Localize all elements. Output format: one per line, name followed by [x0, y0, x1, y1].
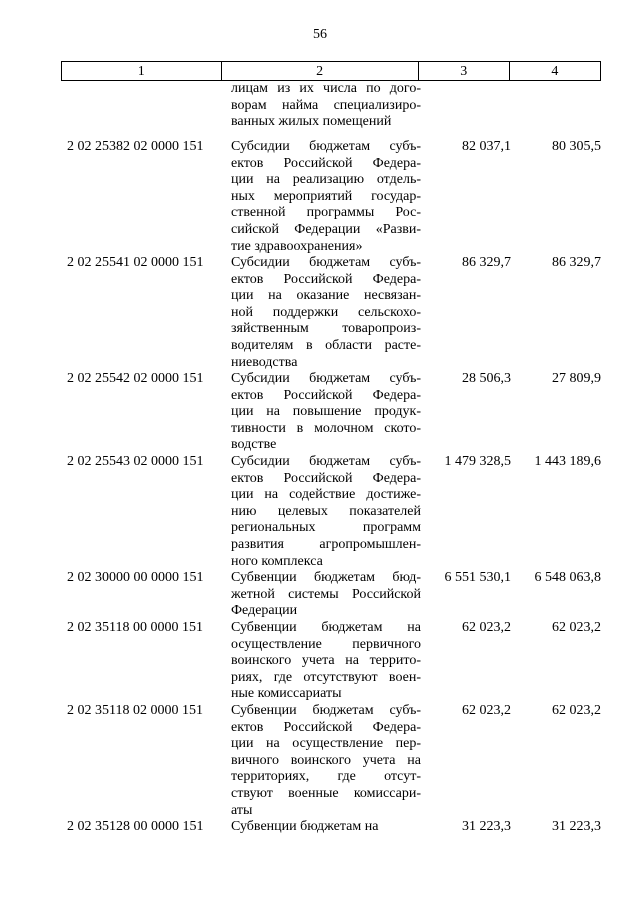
description-line: ванных жилых помещений: [231, 114, 392, 130]
description-cell: [231, 819, 421, 836]
amount-cell-col4: 80 305,5: [552, 139, 601, 154]
description-line: ного комплекса: [231, 553, 323, 569]
amount-cell-col3: [421, 81, 511, 131]
description-line: развития агропромышлен-: [231, 536, 421, 552]
description-line: аты: [231, 802, 253, 818]
description-line: воинского учета на террито-: [231, 653, 421, 669]
description-cell: [231, 81, 421, 131]
description-line: Субвенции бюджетам на: [231, 620, 421, 635]
description-line: ции на содействие достиже-: [231, 487, 421, 503]
budget-code-cell: 2 02 25542 02 0000 151: [67, 371, 204, 386]
description-cell: [231, 371, 421, 454]
budget-code-cell: 2 02 35118 00 0000 151: [67, 620, 203, 635]
description-line: Субсидии бюджетам субъ-: [231, 139, 421, 154]
description-line: жетной системы Российской: [231, 586, 421, 602]
table-row: [61, 819, 601, 836]
description-cell: [231, 570, 421, 620]
amount-cell-col3: 6 551 530,1: [444, 570, 511, 585]
description-line: ектов Российской Федера-: [231, 155, 421, 171]
description-line: зяйственным товаропроиз-: [231, 321, 421, 337]
description-line: ные комиссариаты: [231, 686, 342, 702]
description-line: водстве: [231, 437, 277, 453]
description-line: ции на реализацию отдель-: [231, 172, 421, 188]
budget-code-cell: 2 02 25543 02 0000 151: [67, 454, 204, 469]
description-cell: [231, 620, 421, 703]
table-row: [61, 703, 601, 819]
table-row: [61, 620, 601, 703]
amount-cell-col3: 82 037,1: [462, 139, 511, 154]
description-line: лицам из их числа по дого-: [231, 81, 421, 96]
description-line: ворам найма специализиро-: [231, 97, 421, 113]
column-header-1: 1: [137, 64, 145, 79]
amount-cell-col4: 86 329,7: [552, 255, 601, 270]
column-header-3: 3: [418, 62, 509, 80]
description-line: нию целевых показателей: [231, 503, 421, 519]
description-line: территориях, где отсут-: [231, 769, 421, 785]
amount-cell-col4: 1 443 189,6: [534, 454, 601, 469]
description-line: сийской Федерации «Разви-: [231, 221, 421, 237]
amount-cell-col4: 31 223,3: [552, 819, 601, 834]
description-cell: [231, 139, 421, 255]
description-line: ственной программы Рос-: [231, 205, 421, 221]
budget-code-cell: 2 02 35128 00 0000 151: [67, 819, 204, 834]
amount-cell-col4: 6 548 063,8: [534, 570, 601, 585]
budget-code-cell: 2 02 35118 02 0000 151: [67, 703, 203, 718]
description-line: Субвенции бюджетам на: [231, 819, 379, 834]
budget-table: [61, 61, 601, 834]
description-line: Субсидии бюджетам субъ-: [231, 255, 421, 270]
amount-cell-col4: 62 023,2: [552, 703, 601, 718]
description-line: ции на оказание несвязан-: [231, 288, 421, 304]
description-line: Субсидии бюджетам субъ-: [231, 371, 421, 386]
budget-code-cell: 2 02 30000 00 0000 151: [67, 570, 204, 585]
table-row: [61, 139, 601, 255]
description-line: региональных программ: [231, 520, 421, 536]
amount-cell-col3: 1 479 328,5: [444, 454, 511, 469]
description-line: ных мероприятий государ-: [231, 188, 421, 204]
amount-cell-col3: 62 023,2: [462, 620, 511, 635]
table-row: [61, 371, 601, 454]
description-line: вичного воинского учета на: [231, 752, 421, 768]
description-line: ции на повышение продук-: [231, 404, 421, 420]
table-row: [61, 81, 601, 131]
amount-cell-col3: 31 223,3: [462, 819, 511, 834]
amount-cell-col3: 62 023,2: [462, 703, 511, 718]
amount-cell-col4: 27 809,9: [552, 371, 601, 386]
description-line: ектов Российской Федера-: [231, 271, 421, 287]
description-line: Федерации: [231, 603, 298, 619]
amount-cell-col4: 62 023,2: [552, 620, 601, 635]
budget-code-cell: 2 02 25541 02 0000 151: [67, 255, 204, 270]
description-line: риях, где отсутствуют воен-: [231, 669, 421, 685]
page-number: 56: [313, 27, 327, 42]
description-line: Субсидии бюджетам субъ-: [231, 454, 421, 469]
description-line: Субвенции бюджетам субъ-: [231, 703, 421, 718]
column-header-2: 2: [221, 62, 418, 80]
column-header-4: 4: [509, 62, 600, 80]
description-line: ной поддержки сельскохо-: [231, 304, 421, 320]
description-line: водителям в области расте-: [231, 337, 421, 353]
table-row: [61, 454, 601, 570]
description-line: Субвенции бюджетам бюд-: [231, 570, 421, 585]
column-header-row: [61, 61, 601, 81]
description-line: ствуют военные комиссари-: [231, 785, 421, 801]
amount-cell-col3: 28 506,3: [462, 371, 511, 386]
description-line: тие здравоохранения»: [231, 238, 363, 254]
budget-code-cell: [61, 81, 221, 131]
description-line: ниеводства: [231, 354, 298, 370]
description-line: осуществление первичного: [231, 636, 421, 652]
description-line: ектов Российской Федера-: [231, 719, 421, 735]
description-line: ектов Российской Федера-: [231, 387, 421, 403]
table-row: [61, 570, 601, 620]
budget-code-cell: 2 02 25382 02 0000 151: [67, 139, 204, 154]
description-cell: [231, 454, 421, 570]
description-cell: [231, 703, 421, 819]
description-line: ции на осуществление пер-: [231, 736, 421, 752]
amount-cell-col4: [511, 81, 601, 131]
amount-cell-col3: 86 329,7: [462, 255, 511, 270]
description-cell: [231, 255, 421, 371]
description-line: ектов Российской Федера-: [231, 470, 421, 486]
table-row: [61, 255, 601, 371]
description-line: тивности в молочном ското-: [231, 420, 421, 436]
